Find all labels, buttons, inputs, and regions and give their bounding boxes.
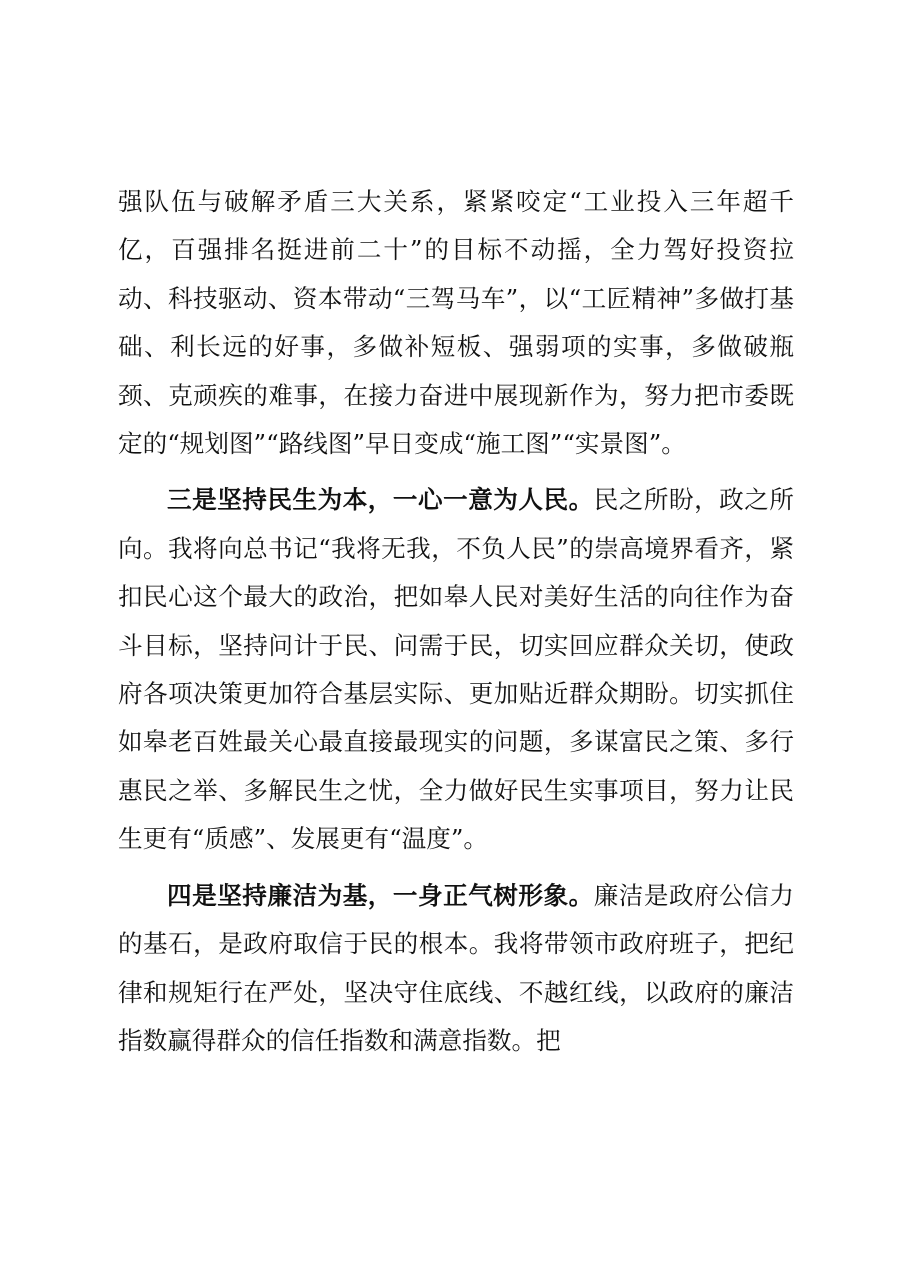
paragraph-text: 民之所盼，政之所向。我将向总书记“我将无我，不负人民”的崇高境界看齐，紧扣民心这个最大的政治，把如皋人民对美好生活的向往作为奋斗目标，坚持问计于民、问需于民，切实回应群众关切，使政府各项决策更加符合基层实际、更加贴近群众期盼。切实抓住如皋老百姓最关心最直接最现实的问题，多谋富民之策、多行惠民之举、多解民生之忧，全力做好民生实事项目，努力让民生更有“质感”、发展更有“温度”。 (118, 485, 794, 854)
body-text (118, 178, 794, 1065)
paragraph-continuation (118, 178, 794, 468)
paragraph-lead: 四是坚持廉洁为基，一身正气树形象。 (167, 880, 594, 910)
paragraph-livelihood (118, 476, 794, 863)
paragraph-lead: 三是坚持民生为本，一心一意为人民。 (167, 485, 594, 515)
paragraph-text: 强队伍与破解矛盾三大关系，紧紧咬定“工业投入三年超千亿，百强排名挺进前二十”的目标不动摇，全力驾好投资拉动、科技驱动、资本带动“三驾马车”，以“工匠精神”多做打基础、利长远的好事，多做补短板、强弱项的实事，多做破瓶颈、克顽疾的难事，在接力奋进中展现新作为，努力把市委既定的“规划图”“路线图”早日变成“施工图”“实景图”。 (118, 187, 794, 459)
paragraph-integrity (118, 872, 794, 1066)
paragraph-text: 廉洁是政府公信力的基石，是政府取信于民的根本。我将带领市政府班子，把纪律和规矩行在严处，坚决守住底线、不越红线，以政府的廉洁指数赢得群众的信任指数和满意指数。把 (118, 880, 794, 1055)
